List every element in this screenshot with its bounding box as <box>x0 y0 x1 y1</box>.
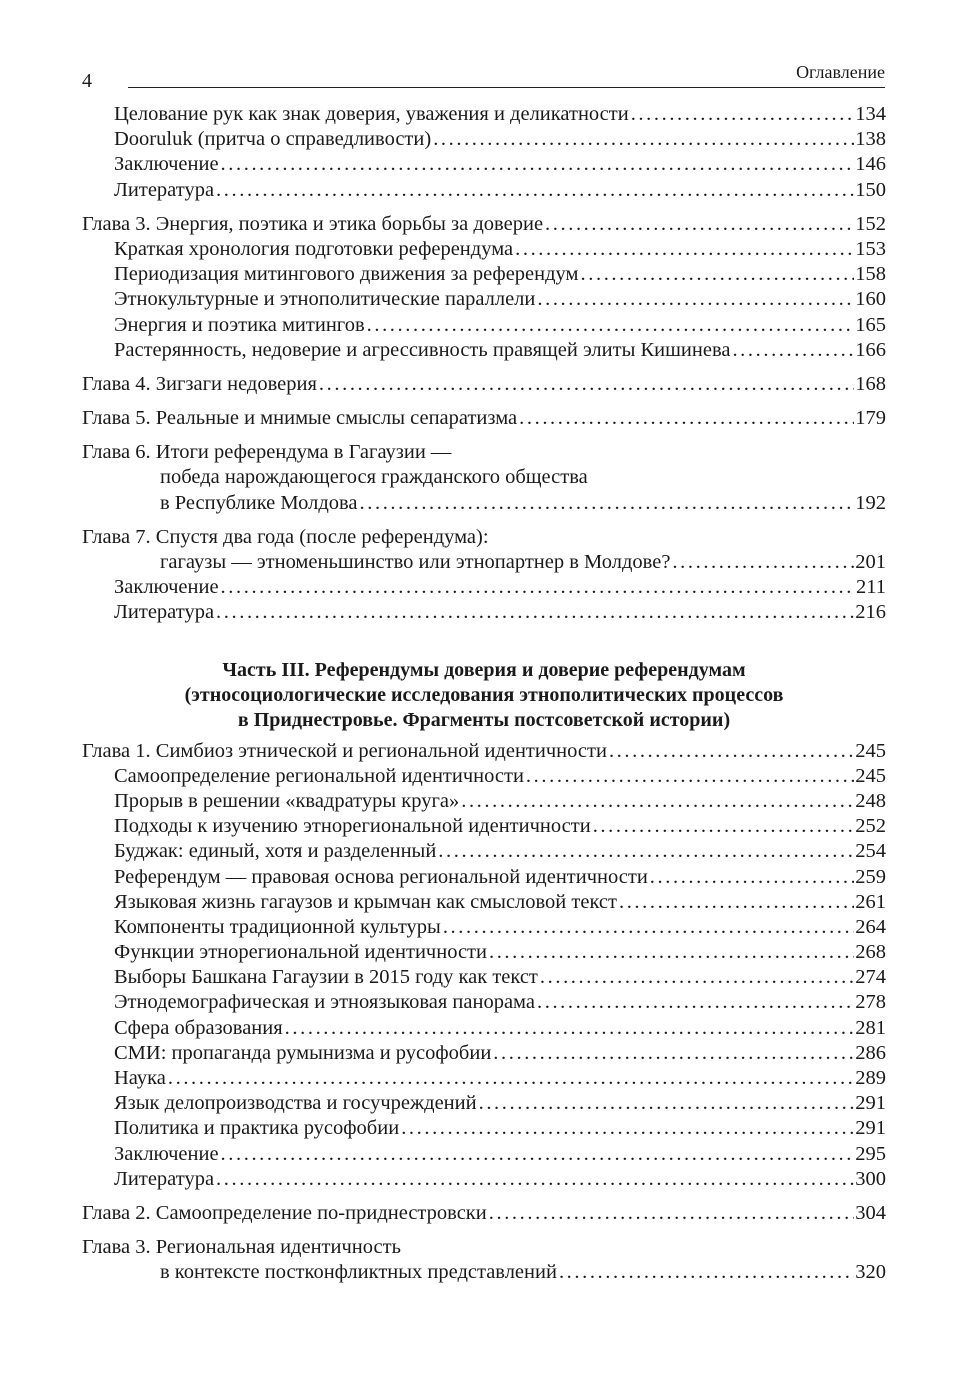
page-number: 4 <box>82 70 92 92</box>
toc-chapter[interactable]: Глава 2. Самоопределение по-приднестровски ..... 304 <box>82 1201 886 1226</box>
toc-chapter[interactable]: Глава 3. Энергия, поэтика и этика борьбы за доверие ..... 152 <box>82 212 886 237</box>
toc-entry[interactable]: Заключение ..... 295 <box>82 1142 886 1167</box>
toc-entry[interactable]: СМИ: пропаганда румынизма и русофобии ..... 286 <box>82 1041 886 1066</box>
toc-entry[interactable]: Буджак: единый, хотя и разделенный ..... 254 <box>82 839 886 864</box>
toc-entry[interactable]: Литература ..... 150 <box>82 178 886 203</box>
part-heading-line: (этносоциологические исследования этнополитических процессов <box>184 683 784 706</box>
part-heading-line: в Приднестровье. Фрагменты постсоветской истории) <box>237 708 731 731</box>
toc-entry[interactable]: Энергия и поэтика митингов ..... 165 <box>82 313 886 338</box>
toc-entry[interactable]: Краткая хронология подготовки референдума ..... 153 <box>82 237 886 262</box>
toc-entry[interactable]: Прорыв в решении «квадратуры круга» ..... 248 <box>82 789 886 814</box>
toc-entry[interactable]: Языковая жизнь гагаузов и крымчан как смысловой текст ..... 261 <box>82 890 886 915</box>
toc-entry[interactable]: Литература ..... 300 <box>82 1167 886 1192</box>
toc-entry[interactable]: Референдум — правовая основа региональной идентичности ..... 259 <box>82 865 886 890</box>
toc-entry[interactable]: Функции этнорегиональной идентичности ..... 268 <box>82 940 886 965</box>
toc-entry[interactable]: Наука ..... 289 <box>82 1066 886 1091</box>
toc-chapter-title-line[interactable]: победа нарождающегося гражданского общества <box>160 466 588 489</box>
toc-entry[interactable]: Подходы к изучению этнорегиональной идентичности ..... 252 <box>82 814 886 839</box>
part-heading-line: Часть III. Референдумы доверия и доверие референдумам <box>222 658 746 681</box>
toc-entry[interactable]: Язык делопроизводства и госучреждений ..... 291 <box>82 1091 886 1116</box>
toc-entry[interactable]: Политика и практика русофобии ..... 291 <box>82 1116 886 1141</box>
toc-entry[interactable]: Целование рук как знак доверия, уважения и деликатности ..... 134 <box>82 102 886 127</box>
part-heading <box>82 658 886 733</box>
toc-entry[interactable]: Сфера образования ..... 281 <box>82 1016 886 1041</box>
toc-chapter[interactable]: Глава 1. Симбиоз этнической и региональной идентичности ..... 245 <box>82 739 886 764</box>
toc-chapter-title-line[interactable]: гагаузы — этноменьшинство или этнопартнер в Молдове? ..... 201 <box>82 550 886 575</box>
toc-entry[interactable]: Компоненты традиционной культуры ..... 264 <box>82 915 886 940</box>
running-title: Оглавление <box>796 62 885 82</box>
toc-chapter-title-line[interactable]: Глава 6. Итоги референдума в Гагаузии — <box>82 441 452 464</box>
toc-chapter-title-line[interactable]: Глава 3. Региональная идентичность <box>82 1236 401 1259</box>
toc-entry[interactable]: Этнокультурные и этнополитические параллели ..... 160 <box>82 287 886 312</box>
toc-chapter-title-line[interactable]: Глава 7. Спустя два года (после референдума): <box>82 525 489 548</box>
toc-entry[interactable]: Растерянность, недоверие и агрессивность правящей элиты Кишинева ..... 166 <box>82 338 886 363</box>
toc-chapter[interactable]: Глава 5. Реальные и мнимые смыслы сепаратизма ..... 179 <box>82 406 886 431</box>
toc-entry[interactable]: Периодизация митингового движения за референдум ..... 158 <box>82 262 886 287</box>
toc-entry[interactable]: Dooruluk (притча о справедливости) ..... 138 <box>82 127 886 152</box>
toc-entry[interactable]: Заключение ..... 146 <box>82 152 886 177</box>
header-rule <box>128 87 885 88</box>
toc-entry[interactable]: Литература ..... 216 <box>82 600 886 625</box>
toc-entry[interactable]: Этнодемографическая и этноязыковая панорама ..... 278 <box>82 990 886 1015</box>
toc-chapter-title-line[interactable]: в Республике Молдова ..... 192 <box>82 491 886 516</box>
toc-entry[interactable]: Заключение ..... 211 <box>82 575 886 600</box>
toc-chapter-title-line[interactable]: в контексте постконфликтных представлений ..... 320 <box>82 1260 886 1285</box>
toc-entry[interactable]: Самоопределение региональной идентичности ..... 245 <box>82 764 886 789</box>
table-of-contents <box>82 102 886 1286</box>
toc-entry[interactable]: Выборы Башкана Гагаузии в 2015 году как текст ..... 274 <box>82 965 886 990</box>
toc-chapter[interactable]: Глава 4. Зигзаги недоверия ..... 168 <box>82 372 886 397</box>
